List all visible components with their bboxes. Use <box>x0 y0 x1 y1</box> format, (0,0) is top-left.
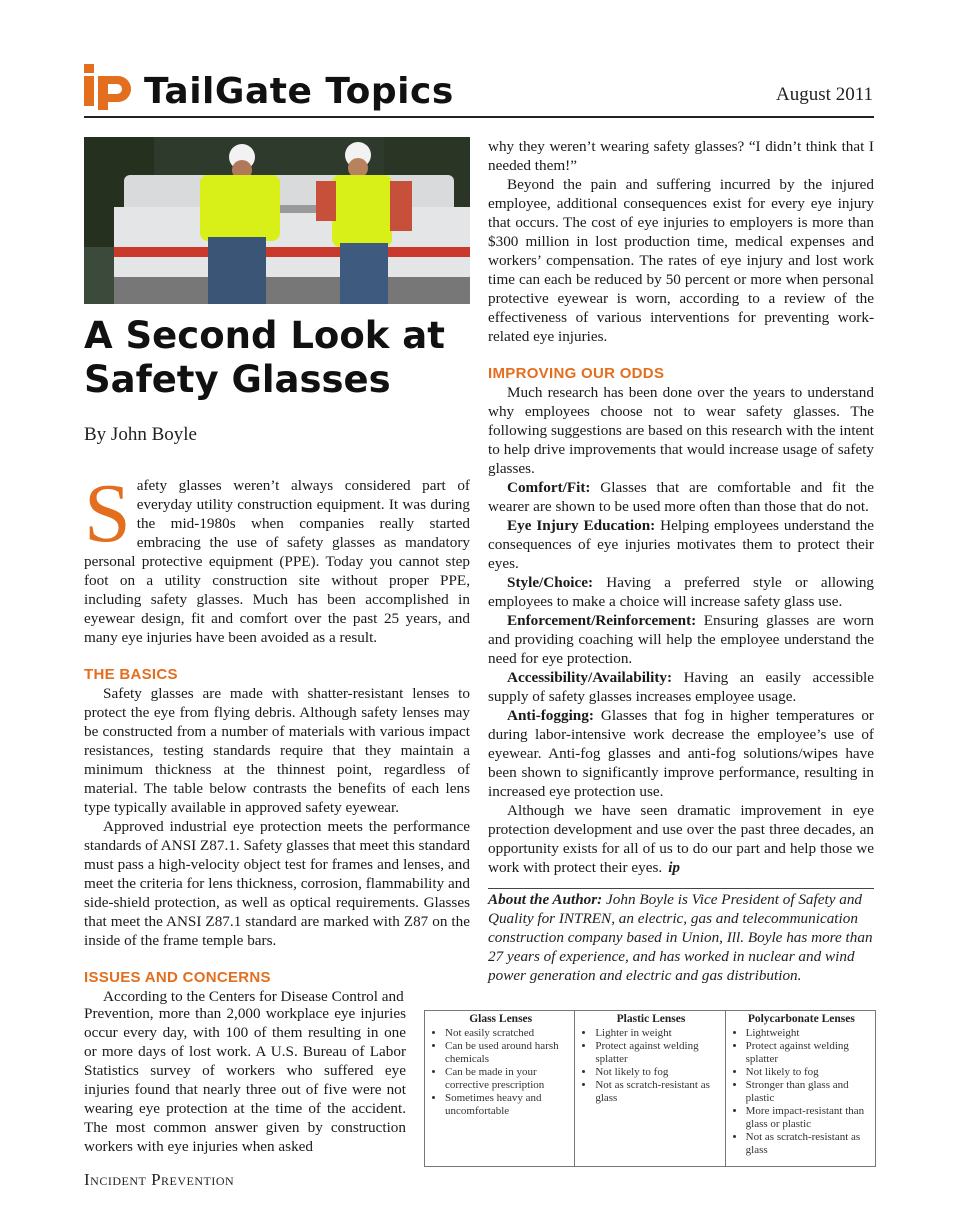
issues-paragraph-start: According to the Centers for Disease Control and <box>103 988 404 1005</box>
tip-term: Comfort/Fit: <box>507 479 591 496</box>
footer-publication: Incident Prevention <box>84 1170 235 1189</box>
lens-column <box>425 1011 575 1166</box>
masthead-title: TailGate Topics <box>144 71 454 112</box>
tip-paragraph <box>488 516 874 573</box>
workers-photo <box>84 137 470 304</box>
lens-feature-item: • Can be made in your corrective prescription <box>445 1066 570 1092</box>
tip-text: Having a preferred style or allowing employees to make a choice will increase safety glass use. <box>488 574 875 610</box>
lens-feature-item: • Protect against welding splatter <box>746 1040 871 1066</box>
tip-term: Anti-fogging: <box>507 707 594 724</box>
lens-feature-item: • Sometimes heavy and uncomfortable <box>445 1092 570 1118</box>
closing-paragraph: Although we have seen dramatic improvement in eye protection development and use over the past three decades, an opportunity exists for all of us to do our part and help those we work with protect their eyes. ip <box>488 802 874 876</box>
lens-column <box>726 1011 875 1166</box>
lens-feature-item: • Lighter in weight <box>595 1027 720 1040</box>
author-label: About the Author: <box>488 891 603 908</box>
lens-comparison-table <box>424 1010 876 1167</box>
lens-column-heading: Glass Lenses <box>469 1013 533 1025</box>
tip-term: Enforcement/Reinforcement: <box>507 612 697 629</box>
lens-feature-list <box>431 1027 570 1118</box>
basics-heading: THE BASICS <box>84 666 178 683</box>
tip-text: Glasses that fog in higher temperatures or during labor-intensive work decrease the employee’s use of eyewear. Anti-fog glasses and anti-fog solutions/wipes have been shown to significantly improve performance, resulting in increased eye protection use. <box>488 707 874 800</box>
closing-signature: ip <box>668 859 681 876</box>
lens-feature-item: • Not easily scratched <box>445 1027 570 1040</box>
left-column <box>84 467 470 1006</box>
issues-heading: ISSUES AND CONCERNS <box>84 969 271 986</box>
lens-column-heading: Plastic Lenses <box>616 1013 686 1025</box>
issues-paragraph-continued: Prevention, more than 2,000 workplace eye injuries occur every day, with 100 of them resulting in one or more days of lost work. A U.S. Bureau of Labor Statistics survey of workers who suffered eye injuries found that nearly three out of five were not wearing eye protection at the time of the accident. The most common answer given by construction workers with eye injuries when asked <box>84 1005 406 1155</box>
right-column <box>488 137 874 877</box>
drop-cap: S <box>84 467 131 560</box>
lens-feature-item: • Can be used around harsh chemicals <box>445 1040 570 1066</box>
lens-feature-item: • Not likely to fog <box>746 1066 871 1079</box>
intro-paragraph: Safety glasses weren’t always considered part of everyday utility construction equipment. It was during the mid-1980s when companies really started embracing the use of safety glasses as mandatory personal protective equipment (PPE). Today you cannot step foot on a utility construction site without proper PPE, including safety glasses. Much has been accomplished in eyewear design, fit and comfort over the past 25 years, and many eye injuries have been avoided as a result. <box>84 467 470 646</box>
tip-paragraph <box>488 478 874 516</box>
tip-term: Style/Choice: <box>507 574 594 591</box>
tip-term: Accessibility/Availability: <box>507 669 673 686</box>
header-divider <box>84 116 874 118</box>
odds-heading: IMPROVING OUR ODDS <box>488 365 665 382</box>
basics-paragraph-2: Approved industrial eye protection meets the performance standards of ANSI Z87.1. Safety glasses that meet this standard must pass a high-velocity object test for frames and lenses, and meet the criteria for lens thickness, corrosion, flammability and side-shield protection, as well as optical requirements. Glasses that meet the ANSI Z87.1 standard are marked with Z87 on the inside of the frame temple bars. <box>84 818 470 949</box>
ip-logo <box>84 64 132 110</box>
lens-column <box>575 1011 725 1166</box>
lens-feature-item: • Not as scratch-resistant as glass <box>595 1079 720 1105</box>
tip-text: Helping employees understand the consequences of eye injuries motivates them to protect their eyes. <box>488 517 874 572</box>
lens-feature-list <box>732 1027 871 1157</box>
basics-paragraph-1: Safety glasses are made with shatter-resistant lenses to protect the eye from flying debris. Although safety lenses may be constructed from a number of materials with various impact resistances, testing standards require that they maintain a minimum thickness at the thinnest point, regardless of material. The table below contrasts the benefits of each lens type typically available in approved safety eyewear. <box>84 685 470 816</box>
author-bio: About the Author: John Boyle is Vice President of Safety and Quality for INTREN, an electric, gas and telecommunication construction company based in Union, Ill. Boyle has more than 27 years of experience, and has worked in nuclear and wind power generation and electric and gas distribution. <box>488 891 873 984</box>
tip-text: Glasses that are comfortable and fit the wearer are shown to be used more often than those that do not. <box>488 479 874 515</box>
tip-paragraph <box>488 668 874 706</box>
article-title: A Second Look at Safety Glasses <box>84 314 445 401</box>
lens-feature-list <box>581 1027 720 1105</box>
tip-paragraph <box>488 611 874 668</box>
lens-feature-item: • Protect against welding splatter <box>595 1040 720 1066</box>
lens-feature-item: • Not likely to fog <box>595 1066 720 1079</box>
lens-feature-item: • Stronger than glass and plastic <box>746 1079 871 1105</box>
tip-term: Eye Injury Education: <box>507 517 656 534</box>
tip-text: Ensuring glasses are worn and providing coaching will help the employee understand the need for eye protection. <box>488 612 875 667</box>
tip-text: Having an easily accessible supply of safety glasses increases employee usage. <box>488 669 874 705</box>
odds-paragraph: Much research has been done over the years to understand why employees choose not to wear safety glasses. The following suggestions are based on this research with the intent to help drive improvements that would increase usage of safety glasses. <box>488 384 874 477</box>
lens-feature-item: • More impact-resistant than glass or plastic <box>746 1105 871 1131</box>
author-divider <box>488 888 874 889</box>
byline: By John Boyle <box>84 424 197 445</box>
tip-paragraph <box>488 573 874 611</box>
tip-paragraph <box>488 706 874 801</box>
lens-column-heading: Polycarbonate Lenses <box>747 1013 855 1025</box>
consequences-paragraph: Beyond the pain and suffering incurred by the injured employee, additional consequences exist for every eye injury that occurs. The cost of eye injuries to employers is more than $300 million in lost production time, medical expenses and workers’ compensation. The rates of eye injury and lost work time can each be reduced by 50 percent or more when personal protective eyewear is worn, according to a review of the effectiveness of various interventions for preventing work-related eye injuries. <box>488 176 874 345</box>
quote-paragraph: why they weren’t wearing safety glasses? “I didn’t think that I needed them!” <box>488 138 874 174</box>
lens-feature-item: • Lightweight <box>746 1027 871 1040</box>
lens-feature-item: • Not as scratch-resistant as glass <box>746 1131 871 1157</box>
issue-date: August 2011 <box>776 84 873 105</box>
tips-list <box>488 478 874 801</box>
